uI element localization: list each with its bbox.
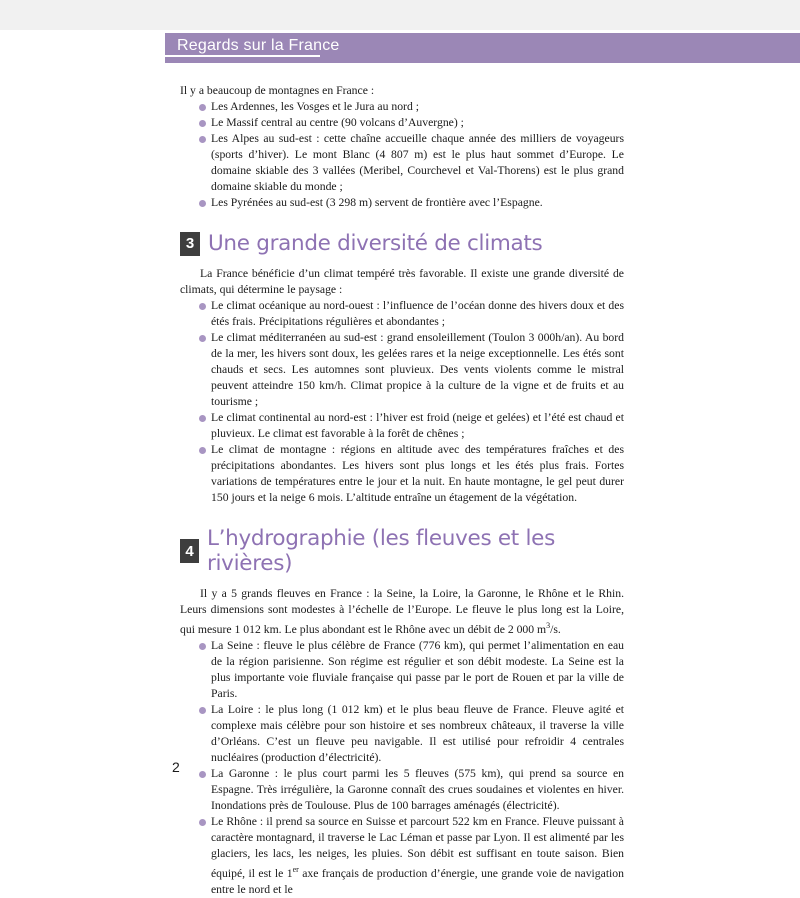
header-underline bbox=[165, 55, 320, 57]
list-item: Le climat océanique au nord-ouest : l’influence de l’océan donne des hivers doux et des étés frais. Précipitations régulières et abondantes ; bbox=[180, 298, 624, 330]
page-number: 2 bbox=[172, 759, 180, 775]
running-header bbox=[165, 33, 800, 63]
section-lead: La France bénéficie d’un climat tempéré très favorable. Il existe une grande diversité de climats, qui détermine le paysage : bbox=[180, 267, 624, 296]
page-content bbox=[180, 83, 624, 898]
bullet-icon bbox=[199, 707, 206, 714]
bullet-icon bbox=[199, 335, 206, 342]
bullet-icon bbox=[199, 819, 206, 826]
bullet-icon bbox=[199, 643, 206, 650]
section-number-badge: 3 bbox=[180, 232, 200, 256]
section-title: L’hydrographie (les fleuves et les rivières) bbox=[206, 526, 555, 576]
section-heading bbox=[180, 231, 624, 256]
section-title: Une grande diversité de climats bbox=[208, 231, 543, 256]
list-item: Le Rhône : il prend sa source en Suisse et parcourt 522 km en France. Fleuve puissant à caractère montagnard, il traverse le Lac Léman et passe par Lyon. Il est alimenté par les glaciers, les lacs, les neiges, les pluies. Son débit est suffisant en toute saison. Bien équipé, il est le 1er axe français de production d’énergie, une grande voie de navigation entre le nord et le bbox=[180, 814, 624, 898]
bullet-icon bbox=[199, 200, 206, 207]
bullet-icon bbox=[199, 120, 206, 127]
section-lead: Il y a 5 grands fleuves en France : la Seine, la Loire, la Garonne, le Rhône et le Rhin. Leurs dimensions sont modestes à l’échelle de l’Europe. Le fleuve le plus long est la Loire, qui mesure 1 012 km. Le plus abondant est le Rhône avec un débit de 2 000 $m^3/s$. bbox=[180, 587, 624, 636]
bullet-icon bbox=[199, 447, 206, 454]
list-item: Les Ardennes, les Vosges et le Jura au nord ; bbox=[180, 99, 624, 115]
rivers-list bbox=[180, 638, 624, 898]
list-item: Le Massif central au centre (90 volcans d’Auvergne) ; bbox=[180, 115, 624, 131]
section-hydrographie bbox=[180, 526, 624, 898]
list-item: Les Pyrénées au sud-est (3 298 m) servent de frontière avec l’Espagne. bbox=[180, 195, 624, 211]
mountains-list bbox=[180, 99, 624, 211]
section-number-badge: 4 bbox=[180, 539, 199, 563]
top-margin-band bbox=[0, 0, 800, 30]
list-item: Le climat continental au nord-est : l’hiver est froid (neige et gelées) et l’été est chaud et pluvieux. Le climat est favorable à la forêt de chênes ; bbox=[180, 410, 624, 442]
bullet-icon bbox=[199, 303, 206, 310]
section-heading bbox=[180, 526, 624, 576]
list-item: La Seine : fleuve le plus célèbre de France (776 km), qui permet l’alimentation en eau de la région parisienne. Son régime est régulier et son débit modeste. La Seine est la plus importante voie fluviale française qui passe par le port de Rouen et par la ville de Paris. bbox=[180, 638, 624, 702]
bullet-icon bbox=[199, 136, 206, 143]
list-item: Le climat de montagne : régions en altitude avec des températures fraîches et des précipitations abondantes. Les hivers sont plus longs et les étés plus frais. Fortes variations de températures entre le jour et la nuit. En haute montagne, le gel peut durer 150 jours et la neige 6 mois. L’altitude entraîne un étagement de la végétation. bbox=[180, 442, 624, 506]
list-item: La Loire : le plus long (1 012 km) et le plus beau fleuve de France. Fleuve agité et complexe mais célèbre pour son histoire et ses nombreux châteaux, il traverse la ville d’Orléans. C’est un fleuve peu navigable. Il est utilisé pour refroidir 4 centrales nucléaires (production d’électricité). bbox=[180, 702, 624, 766]
list-item: Les Alpes au sud-est : cette chaîne accueille chaque année des milliers de voyageurs (sports d’hiver). Le mont Blanc (4 807 m) est le plus haut sommet d’Europe. Le domaine skiable des 3 vallées (Meribel, Courchevel et Val-Thorens) est le plus grand domaine skiable du monde ; bbox=[180, 131, 624, 195]
bullet-icon bbox=[199, 104, 206, 111]
climate-list bbox=[180, 298, 624, 506]
list-item: Le climat méditerranéen au sud-est : grand ensoleillement (Toulon 3 000h/an). Au bord de la mer, les hivers sont doux, les gelées rares et la neige exceptionnelle. Les étés sont chauds et secs. Les automnes sont pluvieux. Des vents violents comme le mistral peuvent atteindre 150 km/h. Climat propice à la culture de la vigne et de fruits et au tourisme ; bbox=[180, 330, 624, 410]
intro-lead: Il y a beaucoup de montagnes en France : bbox=[180, 84, 375, 97]
header-title: Regards sur la France bbox=[177, 37, 340, 54]
list-item: La Garonne : le plus court parmi les 5 fleuves (575 km), qui prend sa source en Espagne. Très irrégulière, la Garonne connaît des crues soudaines et violentes en hiver. Inondations près de Toulouse. Plus de 100 barrages aménagés (électricité). bbox=[180, 766, 624, 814]
section-climats bbox=[180, 231, 624, 506]
bullet-icon bbox=[199, 771, 206, 778]
bullet-icon bbox=[199, 415, 206, 422]
